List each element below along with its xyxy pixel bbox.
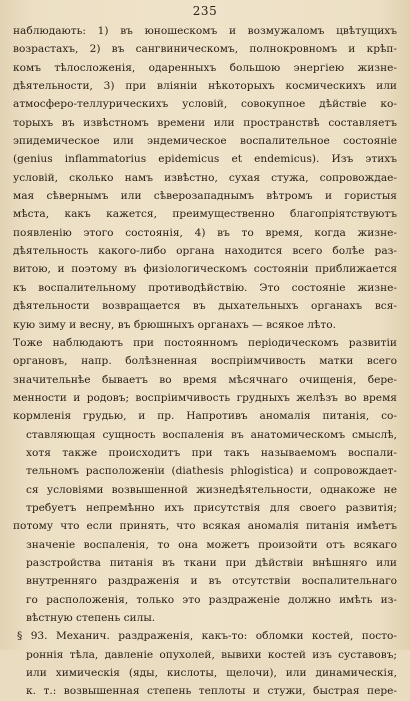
text-line: го расположенія, только это раздраженіе должно имѣть из- (26, 593, 397, 606)
text-line: атмосферо-теллурическихъ условій, совокупное дѣйствіе ко- (13, 98, 397, 111)
text-line: возрастахъ, 2) въ сангвиническомъ, полнокровномъ и крѣп- (13, 43, 397, 56)
text-line: потому что если принять, что всякая аномалія питанія имѣетъ (13, 520, 397, 533)
text-line: вѣстную степень силы. (26, 612, 156, 624)
text-line: Тоже наблюдаютъ при постоянномъ періодическомъ развитіи (13, 336, 397, 349)
text-line: или химическія (яды, кислоты, щелочи), или динамическія, (26, 667, 397, 680)
text-line: внутренняго раздраженія и въ отсутствіи воспалительнаго (26, 575, 397, 588)
text-line: требуетъ непремѣнно ихъ присутствія для своего развитія; (26, 501, 397, 514)
text-line: появленію этого состоянія, 4) въ то время, когда жизне- (13, 226, 397, 239)
text-line: мѣста, какъ кажется, преимущественно благопріятствуютъ (13, 208, 397, 221)
text-line: ся условіями возвышенной жизнедѣятельности, однакоже не (26, 483, 397, 496)
text-line: наблюдають: 1) въ юношескомъ и возмужаломъ цвѣтущихъ (13, 25, 397, 37)
text-line: торыхъ въ извѣстномъ времени или пространствѣ составляетъ (13, 116, 397, 129)
text-line: дѣятельности, 3) при вліяніи нѣкоторыхъ космическихъ или (13, 80, 397, 93)
text-line: ставляющая сущность воспаленія въ анатомическомъ смыслѣ, (26, 428, 397, 441)
text-line: эпидемическое или эндемическое воспалительное состояніе (13, 135, 397, 148)
text-line: хотя также происходитъ при такъ называемомъ воспали- (26, 446, 397, 459)
text-line: значительнѣе бываетъ во время мѣсячнаго очищенія, бере- (13, 373, 397, 386)
text-line: роннія тѣла, давленіе опухолей, вывихи костей изъ суставовъ; (26, 648, 397, 661)
text-line: кую зиму и весну, въ брюшныхъ органахъ — всякое лѣто. (13, 318, 337, 331)
body-text (13, 22, 397, 701)
text-line: условій, сколько намъ извѣстно, сухая стужа, сопровождае- (13, 171, 397, 184)
text-line: § 93. Механич. раздраженія, какъ-то: обломки костей, посто- (17, 630, 397, 643)
text-line: тельномъ расположеніи (diathesis phlogistica) и сопровождает- (26, 465, 397, 478)
text-line: дѣятельность какого-либо органа находится всего болѣе раз- (13, 245, 397, 258)
text-line: менности и родовъ; воспріимчивость грудныхъ желѣзъ во время (13, 391, 397, 404)
page-number: 235 (192, 4, 218, 18)
text-line: мая сѣвернымъ или сѣверозападнымъ вѣтромъ и гористыя (13, 190, 397, 203)
text-line: к. т.: возвышенная степень теплоты и стужи, быстрая пере- (26, 685, 397, 698)
text-line: органовъ, напр. болѣзненная воспріимчивость матки всего (13, 355, 397, 368)
text-line: комъ тѣлосложенія, одаренныхъ большою энергіею жизне- (13, 61, 397, 74)
text-line: разстройства питанія въ ткани при дѣйствіи внѣшняго или (26, 556, 397, 569)
text-line: къ воспалительному противодѣйствію. Это состояніе жизне- (13, 281, 397, 294)
text-line: кормленія грудью, и пр. Напротивъ аномалія питанія, со- (13, 410, 397, 423)
text-line: значеніе воспаленія, то она можетъ произойти отъ всякаго (26, 538, 397, 551)
text-line: дѣятельности возвращается въ дыхательныхъ органахъ вся- (13, 300, 397, 313)
text-line: (genius inflammatorius epidemicus et endemicus). Изъ этихъ (13, 153, 397, 166)
text-line: витою, и поэтому въ физіологическомъ состояніи приближается (13, 263, 397, 276)
